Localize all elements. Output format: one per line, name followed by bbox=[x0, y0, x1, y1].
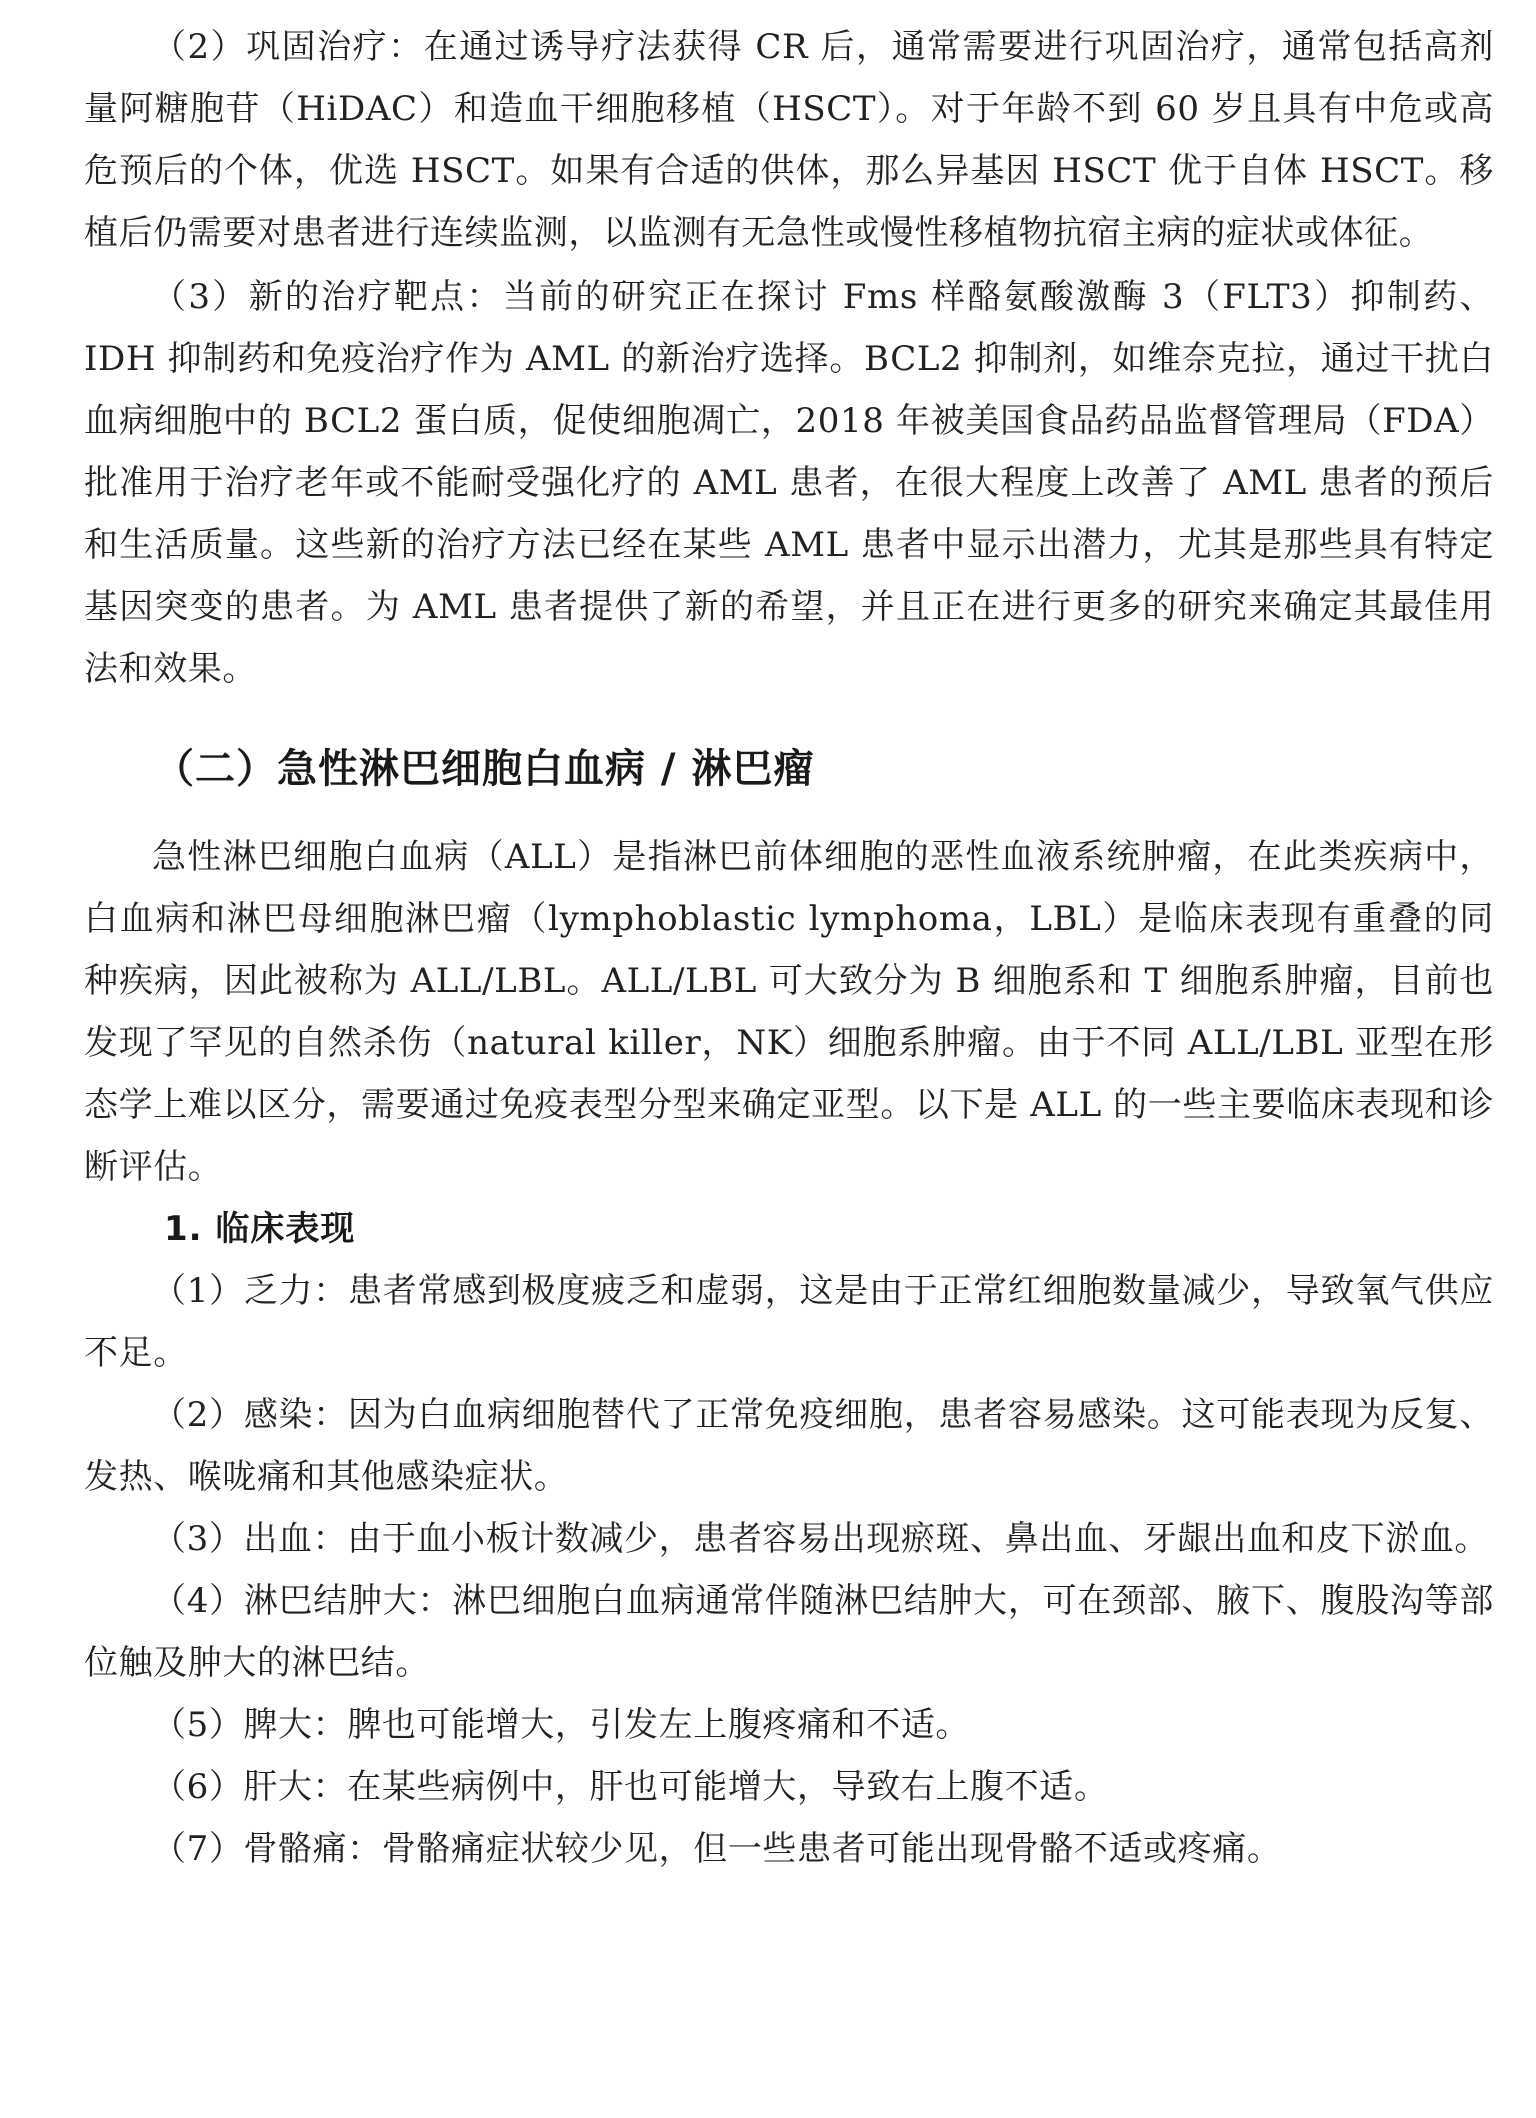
section-intro-paragraph: 急性淋巴细胞白血病（ALL）是指淋巴前体细胞的恶性血液系统肿瘤，在此类疾病中，白血病和淋巴母细胞淋巴瘤（lymphoblastic lymphoma，LBL）是临床表现有重叠的同种疾病，因此被称为 ALL/LBL。ALL/LBL 可大致分为 B 细胞系和 T 细胞系肿瘤，目前也发现了罕见的自然杀伤（natural killer，NK）细胞系肿瘤。由于不同 ALL/LBL 亚型在形态学上难以区分，需要通过免疫表型分型来确定亚型。以下是 ALL 的一些主要临床表现和诊断评估。 bbox=[84, 837, 1494, 1187]
manifestation-item: （3）出血：由于血小板计数减少，患者容易出现瘀斑、鼻出血、牙龈出血和皮下淤血。 bbox=[152, 1519, 1490, 1559]
manifestation-item: （1）乏力：患者常感到极度疲乏和虚弱，这是由于正常红细胞数量减少，导致氧气供应不足。 bbox=[84, 1271, 1494, 1373]
document-page bbox=[84, 16, 1494, 1880]
manifestation-item: （4）淋巴结肿大：淋巴细胞白血病通常伴随淋巴结肿大，可在颈部、腋下、腹股沟等部位触及肿大的淋巴结。 bbox=[84, 1581, 1494, 1683]
manifestation-item: （5）脾大：脾也可能增大，引发左上腹疼痛和不适。 bbox=[152, 1705, 971, 1745]
clinical-manifestations-heading: 1. 临床表现 bbox=[164, 1209, 356, 1249]
treatment-consolidation-paragraph: （2）巩固治疗：在通过诱导疗法获得 CR 后，通常需要进行巩固治疗，通常包括高剂量阿糖胞苷（HiDAC）和造血干细胞移植（HSCT）。对于年龄不到 60 岁且具有中危或高危预后的个体，优选 HSCT。如果有合适的供体，那么异基因 HSCT 优于自体 HSCT。移植后仍需要对患者进行连续监测，以监测有无急性或慢性移植物抗宿主病的症状或体征。 bbox=[84, 27, 1494, 253]
treatment-new-targets-paragraph: （3）新的治疗靶点：当前的研究正在探讨 Fms 样酪氨酸激酶 3（FLT3）抑制药、IDH 抑制药和免疫治疗作为 AML 的新治疗选择。BCL2 抑制剂，如维奈克拉，通过干扰白血病细胞中的 BCL2 蛋白质，促使细胞凋亡，2018 年被美国食品药品监督管理局（FDA）批准用于治疗老年或不能耐受强化疗的 AML 患者，在很大程度上改善了 AML 患者的预后和生活质量。这些新的治疗方法已经在某些 AML 患者中显示出潜力，尤其是那些具有特定基因突变的患者。为 AML 患者提供了新的希望，并且正在进行更多的研究来确定其最佳用法和效果。 bbox=[84, 277, 1494, 689]
section-heading: （二）急性淋巴细胞白血病 / 淋巴瘤 bbox=[154, 746, 815, 792]
manifestation-item: （6）肝大：在某些病例中，肝也可能增大，导致右上腹不适。 bbox=[152, 1767, 1109, 1807]
manifestation-item: （7）骨骼痛：骨骼痛症状较少见，但一些患者可能出现骨骼不适或疼痛。 bbox=[152, 1829, 1282, 1869]
manifestation-item: （2）感染：因为白血病细胞替代了正常免疫细胞，患者容易感染。这可能表现为反复、发热、喉咙痛和其他感染症状。 bbox=[84, 1395, 1494, 1497]
